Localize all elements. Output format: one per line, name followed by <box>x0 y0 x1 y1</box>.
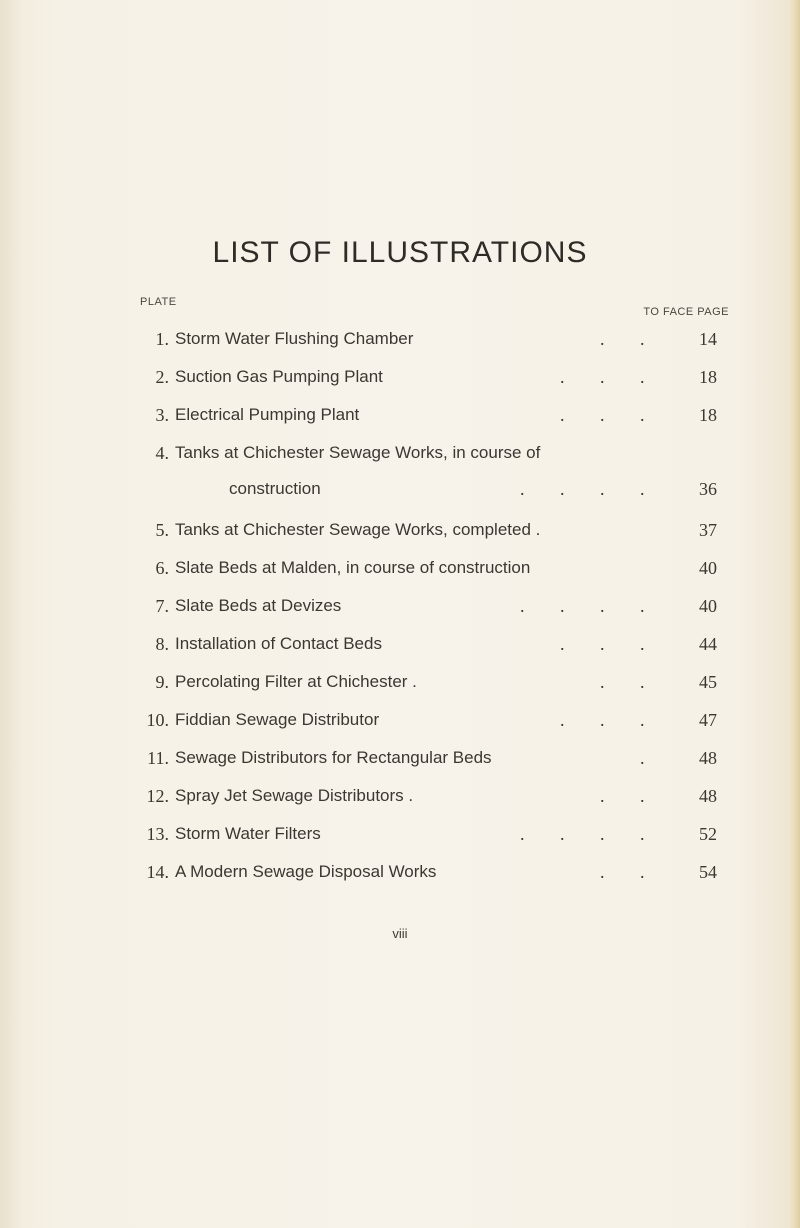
plate-title: Fiddian Sewage Distributor <box>175 710 380 729</box>
leader-dot: . <box>560 824 565 844</box>
plate-number: 4. <box>155 443 169 463</box>
leader-dot: . <box>560 479 565 499</box>
plate-number: 12. <box>146 786 169 806</box>
leader-dot: . <box>640 748 645 768</box>
leader-dot: . <box>560 405 565 425</box>
plate-number: 9. <box>155 672 169 692</box>
leader-dot: . <box>560 367 565 387</box>
plate-title: Tanks at Chichester Sewage Works, completed . <box>175 520 541 539</box>
list-item <box>0 824 800 852</box>
leader-dot: . <box>600 329 605 349</box>
plate-number: 3. <box>155 405 169 425</box>
page-number: 47 <box>699 710 717 730</box>
leader-dot: . <box>640 405 645 425</box>
list-item <box>0 329 800 357</box>
list-item <box>0 634 800 662</box>
plate-number: 11. <box>147 748 169 768</box>
list-item-continuation <box>0 479 800 507</box>
list-item <box>0 558 800 586</box>
page-footer-number: viii <box>392 926 408 941</box>
page-number: 45 <box>699 672 717 692</box>
list-item <box>0 443 800 471</box>
list-item <box>0 710 800 738</box>
leader-dot: . <box>560 596 565 616</box>
page-number: 52 <box>699 824 717 844</box>
list-item <box>0 520 800 548</box>
list-item <box>0 596 800 624</box>
leader-dot: . <box>600 862 605 882</box>
leader-dot: . <box>600 634 605 654</box>
leader-dot: . <box>600 786 605 806</box>
plate-column-label: PLATE <box>140 296 177 308</box>
dot-leader <box>0 479 800 507</box>
page-number: 40 <box>699 596 717 616</box>
leader-dot: . <box>520 596 525 616</box>
page-number: 18 <box>699 367 717 387</box>
leader-dot: . <box>640 367 645 387</box>
leader-dot: . <box>640 596 645 616</box>
plate-title: Sewage Distributors for Rectangular Beds <box>175 748 492 767</box>
page-column-label: TO FACE PAGE <box>643 306 729 318</box>
plate-title: Slate Beds at Devizes <box>175 596 342 615</box>
leader-dot: . <box>520 824 525 844</box>
plate-number: 13. <box>146 824 169 844</box>
leader-dot: . <box>640 710 645 730</box>
page-number: 54 <box>699 862 717 882</box>
page-number: 40 <box>699 558 717 578</box>
page-number: 48 <box>699 786 717 806</box>
list-item <box>0 405 800 433</box>
plate-title: Installation of Contact Beds <box>175 634 382 653</box>
leader-dot: . <box>560 710 565 730</box>
list-item <box>0 748 800 776</box>
leader-dot: . <box>640 672 645 692</box>
leader-dot: . <box>640 634 645 654</box>
plate-title: Percolating Filter at Chichester . <box>175 672 417 691</box>
page-number: 18 <box>699 405 717 425</box>
leader-dot: . <box>600 710 605 730</box>
leader-dot: . <box>560 634 565 654</box>
leader-dot: . <box>600 479 605 499</box>
plate-title: Slate Beds at Malden, in course of construction <box>175 558 531 577</box>
leader-dot: . <box>600 405 605 425</box>
page-number: 14 <box>699 329 717 349</box>
leader-dot: . <box>520 479 525 499</box>
plate-title: Electrical Pumping Plant <box>175 405 360 424</box>
page-number: 36 <box>699 479 717 499</box>
page-number: 44 <box>699 634 717 654</box>
plate-number: 2. <box>155 367 169 387</box>
plate-title: Storm Water Flushing Chamber <box>175 329 414 348</box>
leader-dot: . <box>600 672 605 692</box>
plate-title: A Modern Sewage Disposal Works <box>175 862 437 881</box>
plate-title: Tanks at Chichester Sewage Works, in course of <box>175 443 541 462</box>
page-number: 37 <box>699 520 717 540</box>
leader-dot: . <box>640 329 645 349</box>
plate-title-continuation: construction <box>229 479 321 498</box>
plate-number: 8. <box>155 634 169 654</box>
plate-title: Spray Jet Sewage Distributors . <box>175 786 414 805</box>
leader-dot: . <box>600 824 605 844</box>
plate-title: Suction Gas Pumping Plant <box>175 367 383 386</box>
leader-dot: . <box>600 596 605 616</box>
list-item <box>0 786 800 814</box>
list-item <box>0 367 800 395</box>
page-title: LIST OF ILLUSTRATIONS <box>212 236 588 269</box>
plate-number: 1. <box>155 329 169 349</box>
plate-number: 14. <box>146 862 169 882</box>
list-item <box>0 862 800 890</box>
plate-number: 6. <box>155 558 169 578</box>
page-number: 48 <box>699 748 717 768</box>
plate-number: 5. <box>155 520 169 540</box>
list-item <box>0 672 800 700</box>
leader-dot: . <box>640 786 645 806</box>
plate-number: 10. <box>146 710 169 730</box>
leader-dot: . <box>640 862 645 882</box>
leader-dot: . <box>640 479 645 499</box>
leader-dot: . <box>640 824 645 844</box>
plate-number: 7. <box>155 596 169 616</box>
plate-title: Storm Water Filters <box>175 824 321 843</box>
leader-dot: . <box>600 367 605 387</box>
